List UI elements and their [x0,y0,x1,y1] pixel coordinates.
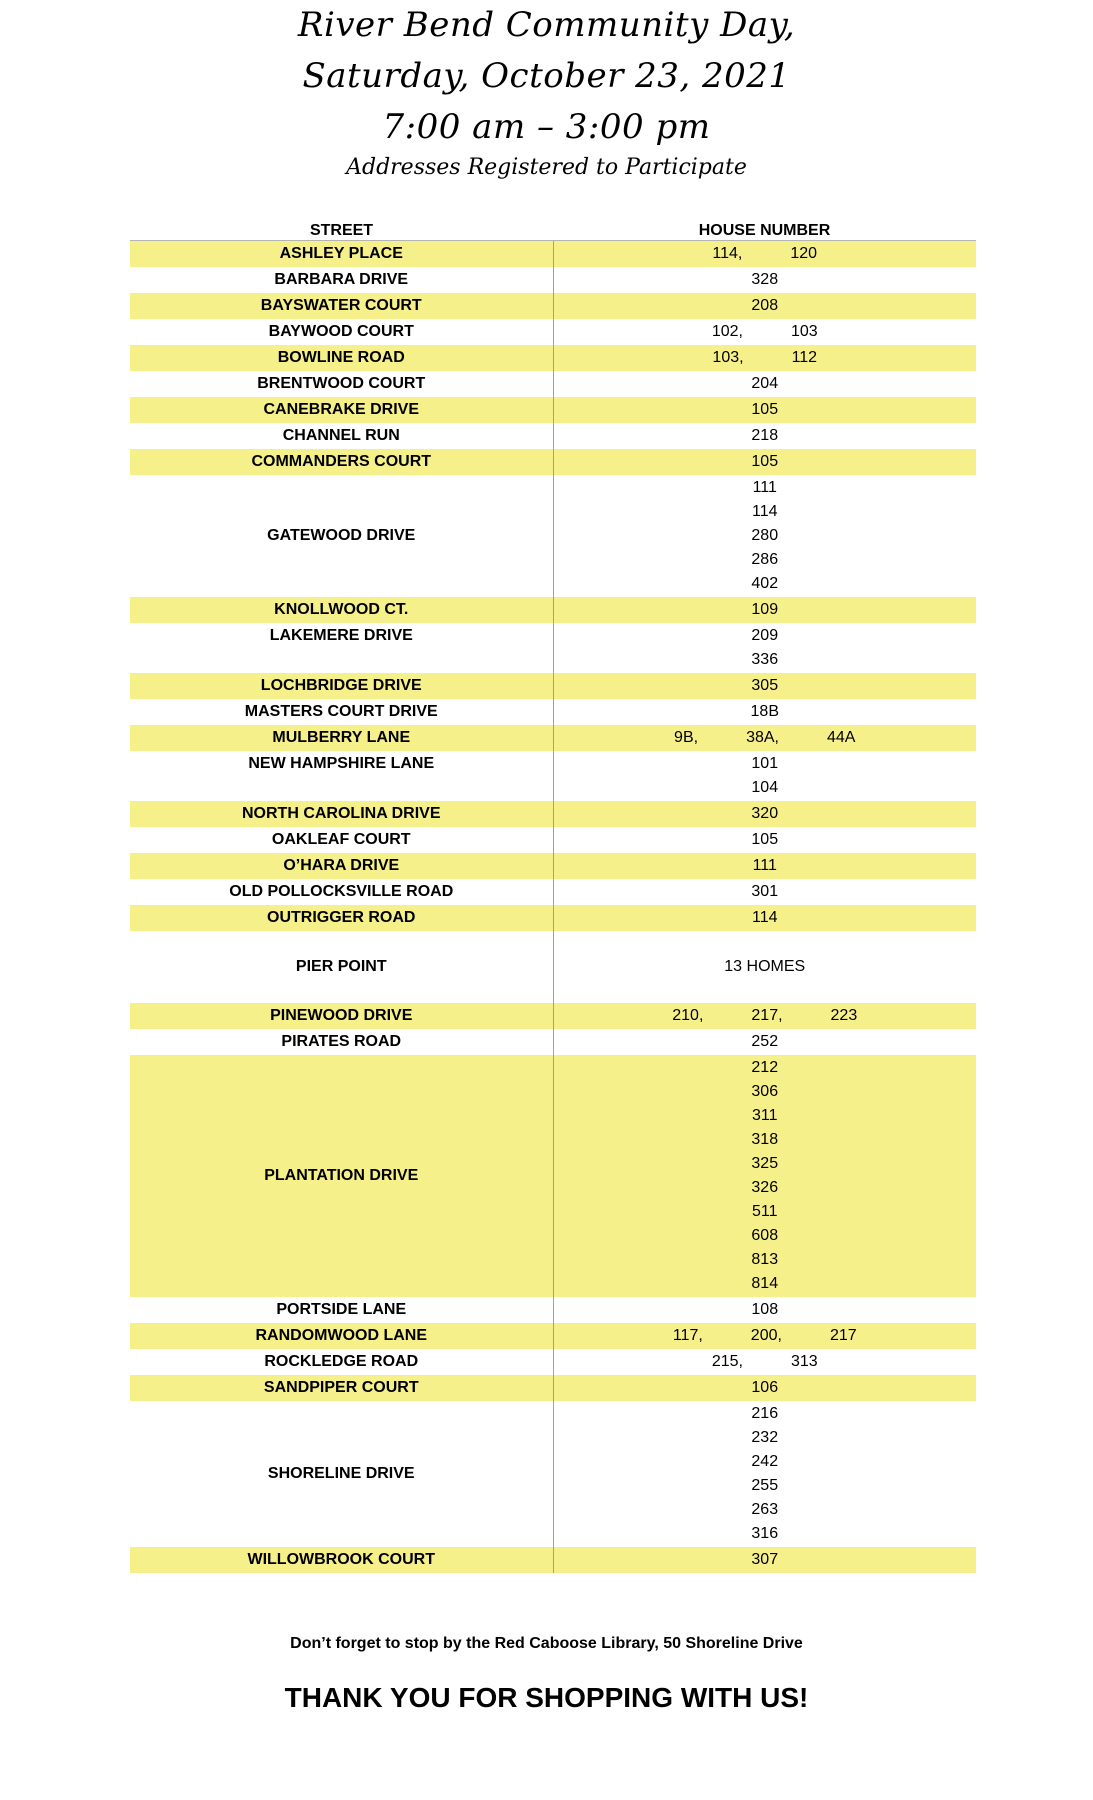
house-number: 210, [672,1007,704,1024]
table-row [130,699,976,725]
house-number-cell [553,1375,976,1401]
house-number: 44A [826,729,856,746]
page-footer [0,1632,1093,1718]
street-name: LAKEMERE DRIVE [269,627,413,644]
table-row [130,475,976,597]
house-number-cell [553,801,976,827]
street-cell [130,699,553,725]
house-number: 328 [751,271,779,288]
house-number: 223 [830,1007,858,1024]
house-number-cell [553,623,976,673]
table-row [130,1547,976,1573]
house-number-line [554,346,977,370]
street-name: OLD POLLOCKSVILLE ROAD [229,883,454,900]
house-number: 108 [751,1301,779,1318]
table-row [130,827,976,853]
table-row [130,1029,976,1055]
house-number-cell [553,879,976,905]
house-number: 305 [751,677,779,694]
street-name: SANDPIPER COURT [263,1379,419,1396]
house-number-line [554,828,977,852]
house-number: 218 [751,427,779,444]
house-number-cell [553,699,976,725]
street-name: NORTH CAROLINA DRIVE [241,805,441,822]
street-cell [130,423,553,449]
house-number: 336 [751,651,779,668]
event-time: 7:00 am – 3:00 pm [382,107,711,147]
house-number: 204 [751,375,779,392]
house-number-cell [553,1349,976,1375]
street-name: SHORELINE DRIVE [267,1465,415,1482]
street-cell [130,623,553,673]
event-date: Saturday, October 23, 2021 [302,56,791,96]
table-row [130,801,976,827]
house-number: 114 [751,909,778,926]
house-number: 200, [750,1327,782,1344]
street-name: LOCHBRIDGE DRIVE [260,677,422,694]
house-number-line [554,1030,977,1054]
house-number: 318 [751,1131,779,1148]
street-name: COMMANDERS COURT [251,453,432,470]
house-number: 402 [751,575,779,592]
street-name: BARBARA DRIVE [274,271,409,288]
house-number-cell [553,1401,976,1547]
street-cell [130,241,553,268]
house-number-line [554,802,977,826]
house-number: 326 [751,1179,779,1196]
street-cell [130,475,553,597]
house-number-cell [553,449,976,475]
table-row [130,449,976,475]
street-name: PLANTATION DRIVE [264,1167,419,1184]
house-number: 286 [751,551,779,568]
house-number: 263 [751,1501,779,1518]
addresses-subtitle: Addresses Registered to Participate [346,155,747,180]
street-cell [130,1297,553,1323]
street-name: CHANNEL RUN [282,427,400,444]
table-row [130,371,976,397]
house-number-line [554,268,977,292]
house-number: 252 [751,1033,779,1050]
house-number: 105 [751,453,779,470]
house-number: 38A, [746,729,779,746]
table-row [130,905,976,931]
house-number: 120 [790,245,818,262]
table-row [130,853,976,879]
street-name: BOWLINE ROAD [277,349,405,366]
house-number: 813 [751,1251,779,1268]
table-row [130,1003,976,1029]
table-row [130,1323,976,1349]
street-name: PINEWOOD DRIVE [270,1007,413,1024]
house-number: 216 [751,1405,779,1422]
house-number-line [554,955,977,979]
street-cell [130,905,553,931]
street-cell [130,725,553,751]
house-number-line [554,1350,977,1374]
street-name: GATEWOOD DRIVE [267,527,416,544]
house-number-line [554,598,977,622]
house-number-line [554,398,977,422]
house-number-cell [553,371,976,397]
house-number-line [554,294,977,318]
house-number-line [554,1548,977,1572]
table-row [130,397,976,423]
house-number: 111 [752,857,777,874]
house-number-line [554,1376,977,1400]
street-cell [130,1401,553,1547]
street-name: PORTSIDE LANE [276,1301,407,1318]
table-row [130,751,976,801]
house-number: 301 [751,883,779,900]
house-number: 313 [790,1353,818,1370]
house-number: 511 [751,1203,778,1220]
house-number-line [554,674,977,698]
house-number-line [554,1298,977,1322]
street-cell [130,319,553,345]
street-cell [130,1547,553,1573]
table-row [130,879,976,905]
house-number: 101 [751,755,779,772]
street-name: NEW HAMPSHIRE LANE [248,755,435,772]
street-cell [130,1055,553,1297]
house-number: 307 [751,1551,779,1568]
house-number-line [554,700,977,724]
street-name: KNOLLWOOD CT. [274,601,409,618]
house-number-line [554,320,977,344]
house-number-cell [553,853,976,879]
table-row [130,1375,976,1401]
street-name: OAKLEAF COURT [271,831,411,848]
table-row [130,597,976,623]
table-header-row [130,218,976,241]
street-column-header: STREET [130,218,553,241]
house-number-cell [553,1323,976,1349]
street-name: CANEBRAKE DRIVE [263,401,420,418]
street-cell [130,1375,553,1401]
house-number-cell [553,905,976,931]
house-number: 212 [751,1059,779,1076]
house-number-line [554,242,977,266]
event-title: River Bend Community Day, [297,5,796,45]
table-row [130,345,976,371]
house-number: 109 [751,601,779,618]
house-number-line [554,450,977,474]
street-name: WILLOWBROOK COURT [247,1551,436,1568]
table-row [130,1401,976,1547]
library-reminder: Don’t forget to stop by the Red Caboose Library, 50 Shoreline Drive [290,1635,803,1652]
house-number: 114 [751,503,778,520]
house-number-cell [553,751,976,801]
house-number-cell [553,345,976,371]
house-number-cell [553,293,976,319]
house-number: 208 [751,297,779,314]
house-number-cell [553,673,976,699]
house-number-cell [553,931,976,1003]
house-number: 255 [751,1477,779,1494]
house-number-cell [553,1003,976,1029]
street-name: ASHLEY PLACE [279,245,403,262]
house-number: 104 [751,779,779,796]
house-number: 13 HOMES [724,958,806,975]
house-number-cell [553,1055,976,1297]
house-number: 105 [751,831,779,848]
house-number: 232 [751,1429,779,1446]
house-number-column-header: HOUSE NUMBER [553,218,976,241]
house-number: 9B, [674,729,699,746]
house-number: 114, [712,245,743,262]
house-number: 103, [712,349,744,366]
addresses-table-body [130,241,976,1574]
street-cell [130,673,553,699]
house-number-cell [553,475,976,597]
house-number-cell [553,241,976,268]
street-cell [130,371,553,397]
house-number-line [554,372,977,396]
street-cell [130,397,553,423]
thank-you-message: THANK YOU FOR SHOPPING WITH US! [284,1682,809,1713]
house-number: 306 [751,1083,779,1100]
table-row [130,1055,976,1297]
house-number: 112 [791,349,818,366]
table-row [130,1297,976,1323]
house-number-cell [553,1029,976,1055]
table-row [130,725,976,751]
house-number-line [554,854,977,878]
street-name: OUTRIGGER ROAD [267,909,416,926]
street-cell [130,1003,553,1029]
house-number-cell [553,423,976,449]
house-number-line [554,1324,977,1348]
house-number: 316 [751,1525,779,1542]
house-number: 814 [751,1275,779,1292]
street-name: BAYSWATER COURT [260,297,422,314]
house-number-line [554,1004,977,1028]
street-cell [130,853,553,879]
street-name: ROCKLEDGE ROAD [264,1353,419,1370]
street-name: BAYWOOD COURT [268,323,414,340]
house-number: 325 [751,1155,779,1172]
house-number: 111 [752,479,777,496]
page-header [0,0,1093,183]
street-cell [130,1349,553,1375]
street-name: PIER POINT [295,958,387,975]
house-number: 280 [751,527,779,544]
house-number: 608 [751,1227,779,1244]
street-cell [130,801,553,827]
street-cell [130,1323,553,1349]
house-number: 117, [672,1327,703,1344]
addresses-table [130,218,976,1573]
house-number: 106 [751,1379,779,1396]
street-cell [130,1029,553,1055]
table-row [130,241,976,268]
house-number-cell [553,267,976,293]
house-number: 217 [829,1327,857,1344]
house-number-cell [553,1547,976,1573]
house-number: 18B [750,703,779,720]
street-name: RANDOMWOOD LANE [255,1327,428,1344]
street-cell [130,827,553,853]
house-number: 103 [790,323,818,340]
table-row [130,931,976,1003]
street-name: MASTERS COURT DRIVE [244,703,438,720]
street-name: MULBERRY LANE [272,729,411,746]
table-row [130,267,976,293]
street-cell [130,597,553,623]
house-number-cell [553,1297,976,1323]
house-number-line [554,906,977,930]
table-row [130,1349,976,1375]
table-row [130,423,976,449]
house-number-cell [553,319,976,345]
table-row [130,319,976,345]
house-number: 209 [751,627,779,644]
house-number-cell [553,827,976,853]
street-cell [130,267,553,293]
street-cell [130,751,553,801]
street-name: BRENTWOOD COURT [257,375,426,392]
street-cell [130,449,553,475]
house-number: 311 [751,1107,778,1124]
house-number: 320 [751,805,779,822]
street-cell [130,879,553,905]
table-row [130,293,976,319]
street-name: PIRATES ROAD [281,1033,402,1050]
house-number: 105 [751,401,779,418]
table-row [130,673,976,699]
house-number-cell [553,725,976,751]
house-number: 242 [751,1453,779,1470]
house-number-line [554,726,977,750]
house-number: 215, [711,1353,743,1370]
street-cell [130,931,553,1003]
house-number-cell [553,597,976,623]
house-number-line [554,424,977,448]
street-cell [130,345,553,371]
house-number: 102, [711,323,743,340]
house-number-line [554,880,977,904]
house-number: 217, [751,1007,783,1024]
street-cell [130,293,553,319]
house-number-cell [553,397,976,423]
street-name: O’HARA DRIVE [283,857,400,874]
table-row [130,623,976,673]
